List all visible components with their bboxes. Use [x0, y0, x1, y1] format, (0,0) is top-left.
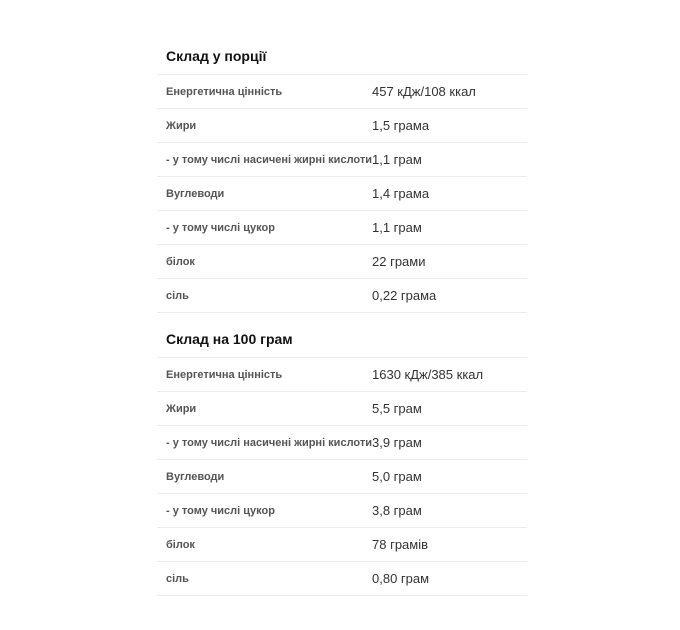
row-label: - у тому числі цукор [166, 221, 275, 234]
row-label: сіль [166, 289, 189, 302]
table-row [157, 211, 527, 245]
row-label: Жири [166, 119, 197, 132]
section-per-serving [157, 38, 527, 313]
table-row [157, 245, 527, 279]
table-row [157, 494, 527, 528]
row-value: 1,1 грам [372, 152, 422, 167]
table-row [157, 426, 527, 460]
section-title: Склад на 100 грам [157, 321, 527, 358]
row-label: - у тому числі насичені жирні кислоти [166, 153, 373, 166]
table-row [157, 75, 527, 109]
table-row [157, 109, 527, 143]
table-row [157, 177, 527, 211]
section-title: Склад у порції [157, 38, 527, 75]
row-label: білок [166, 538, 195, 551]
row-value: 0,22 грама [372, 288, 437, 303]
row-label: - у тому числі насичені жирні кислоти [166, 436, 373, 449]
table-row [157, 528, 527, 562]
row-value: 1630 кДж/385 ккал [372, 367, 484, 382]
table-row [157, 358, 527, 392]
row-label: Енергетична цінність [166, 368, 283, 381]
row-label: - у тому числі цукор [166, 504, 275, 517]
table-row [157, 460, 527, 494]
table-row [157, 392, 527, 426]
row-value: 1,5 грама [372, 118, 430, 133]
row-label: сіль [166, 572, 189, 585]
row-value: 3,8 грам [372, 503, 422, 518]
row-value: 457 кДж/108 ккал [372, 84, 476, 99]
row-label: білок [166, 255, 195, 268]
row-value: 5,5 грам [372, 401, 422, 416]
row-label: Вуглеводи [166, 470, 225, 483]
table-row [157, 143, 527, 177]
row-value: 0,80 грам [372, 571, 430, 586]
table-row [157, 279, 527, 313]
row-value: 22 грами [372, 254, 426, 269]
table-row [157, 562, 527, 596]
row-value: 3,9 грам [372, 435, 422, 450]
row-value: 5,0 грам [372, 469, 422, 484]
row-label: Жири [166, 402, 197, 415]
row-value: 78 грамів [372, 537, 429, 552]
section-per-100g [157, 321, 527, 596]
row-label: Вуглеводи [166, 187, 225, 200]
row-label: Енергетична цінність [166, 85, 283, 98]
nutrition-table [157, 38, 527, 596]
row-value: 1,4 грама [372, 186, 430, 201]
row-value: 1,1 грам [372, 220, 422, 235]
